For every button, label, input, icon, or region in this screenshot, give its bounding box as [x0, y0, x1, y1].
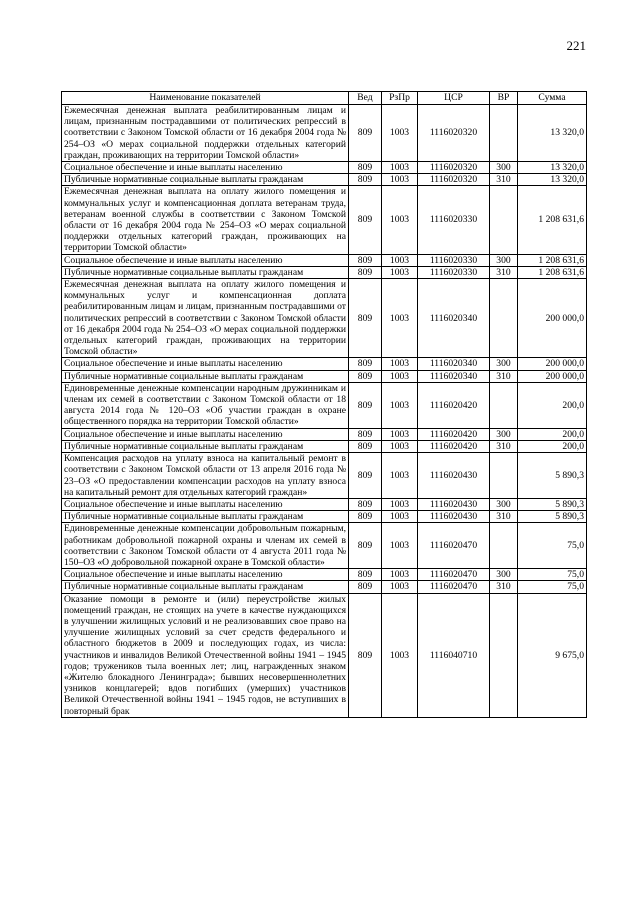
cell-ved: 809: [349, 593, 382, 717]
cell-rzpr: 1003: [382, 569, 418, 581]
cell-csr: 1116020420: [418, 440, 490, 452]
cell-name: Социальное обеспечение и иные выплаты населению: [62, 162, 349, 174]
cell-csr: 1116020470: [418, 523, 490, 569]
cell-name: Единовременные денежные компенсации добровольным пожарным, работникам добровольной пожарной охраны и членам их семей в соответствии с Законом Томской области от 4 августа 2011 года № 150–ОЗ «О добровольной пожарной охране в Томской области»: [62, 523, 349, 569]
cell-sum: 13 320,0: [518, 162, 587, 174]
header-vr: ВР: [490, 92, 518, 105]
cell-vr: 310: [490, 440, 518, 452]
cell-vr: [490, 453, 518, 499]
cell-sum: 5 890,3: [518, 498, 587, 510]
cell-rzpr: 1003: [382, 358, 418, 370]
header-ved: Вед: [349, 92, 382, 105]
budget-table: [61, 91, 587, 718]
cell-sum: 5 890,3: [518, 453, 587, 499]
cell-name: Оказание помощи в ремонте и (или) переустройстве жилых помещений граждан, не стоящих на учете в качестве нуждающихся в улучшении жилищных условий и не реализовавших свое право на улучшение жилищных условий за счет средств федерального и областного бюджетов в 2009 и последующих годах, из числа: участников и инвалидов Великой Отечественной войны 1941 – 1945 годов; тружеников тыла военных лет; лиц, награжденных знаком «Жителю блокадного Ленинграда»; бывших несовершеннолетних узников концлагерей; вдов погибших (умерших) участников Великой Отечественной войны 1941 – 1945 годов, не вступивших в повторный брак: [62, 593, 349, 717]
cell-ved: 809: [349, 105, 382, 162]
table-row: [62, 370, 587, 382]
table-row: [62, 358, 587, 370]
cell-rzpr: 1003: [382, 186, 418, 254]
cell-vr: 300: [490, 254, 518, 266]
cell-csr: 1116020320: [418, 174, 490, 186]
cell-ved: 809: [349, 162, 382, 174]
table-row: [62, 511, 587, 523]
cell-vr: 310: [490, 370, 518, 382]
table-row: [62, 428, 587, 440]
table-row: [62, 105, 587, 162]
cell-csr: 1116020470: [418, 581, 490, 593]
cell-sum: 75,0: [518, 523, 587, 569]
cell-rzpr: 1003: [382, 511, 418, 523]
cell-ved: 809: [349, 498, 382, 510]
cell-name: Социальное обеспечение и иные выплаты населению: [62, 358, 349, 370]
table-row: [62, 440, 587, 452]
cell-rzpr: 1003: [382, 440, 418, 452]
table-row: [62, 523, 587, 569]
cell-sum: 9 675,0: [518, 593, 587, 717]
cell-rzpr: 1003: [382, 254, 418, 266]
cell-vr: [490, 523, 518, 569]
cell-rzpr: 1003: [382, 279, 418, 358]
cell-name: Публичные нормативные социальные выплаты гражданам: [62, 266, 349, 278]
cell-name: Публичные нормативные социальные выплаты гражданам: [62, 174, 349, 186]
cell-vr: [490, 593, 518, 717]
cell-csr: 1116020420: [418, 428, 490, 440]
header-csr: ЦСР: [418, 92, 490, 105]
cell-ved: 809: [349, 370, 382, 382]
table-row: [62, 593, 587, 717]
cell-sum: 200,0: [518, 428, 587, 440]
cell-name: Социальное обеспечение и иные выплаты населению: [62, 254, 349, 266]
cell-rzpr: 1003: [382, 370, 418, 382]
cell-csr: 1116040710: [418, 593, 490, 717]
cell-sum: 200 000,0: [518, 358, 587, 370]
cell-csr: 1116020420: [418, 382, 490, 428]
table-body: [62, 105, 587, 718]
cell-name: Публичные нормативные социальные выплаты гражданам: [62, 440, 349, 452]
cell-vr: 300: [490, 162, 518, 174]
cell-name: Социальное обеспечение и иные выплаты населению: [62, 569, 349, 581]
cell-csr: 1116020430: [418, 453, 490, 499]
cell-rzpr: 1003: [382, 523, 418, 569]
cell-csr: 1116020330: [418, 186, 490, 254]
cell-csr: 1116020340: [418, 370, 490, 382]
cell-sum: 13 320,0: [518, 105, 587, 162]
table-row: [62, 254, 587, 266]
table-row: [62, 569, 587, 581]
cell-vr: [490, 279, 518, 358]
cell-name: Публичные нормативные социальные выплаты гражданам: [62, 581, 349, 593]
cell-ved: 809: [349, 254, 382, 266]
cell-rzpr: 1003: [382, 266, 418, 278]
cell-rzpr: 1003: [382, 428, 418, 440]
cell-sum: 75,0: [518, 581, 587, 593]
cell-sum: 1 208 631,6: [518, 254, 587, 266]
header-name: Наименование показателей: [62, 92, 349, 105]
header-rzpr: РзПр: [382, 92, 418, 105]
cell-rzpr: 1003: [382, 162, 418, 174]
cell-sum: 1 208 631,6: [518, 266, 587, 278]
table-row: [62, 279, 587, 358]
cell-ved: 809: [349, 266, 382, 278]
cell-rzpr: 1003: [382, 105, 418, 162]
cell-ved: 809: [349, 569, 382, 581]
cell-vr: 300: [490, 358, 518, 370]
page-number: 221: [566, 38, 586, 53]
cell-rzpr: 1003: [382, 498, 418, 510]
cell-vr: 310: [490, 266, 518, 278]
cell-rzpr: 1003: [382, 174, 418, 186]
cell-vr: 310: [490, 174, 518, 186]
cell-csr: 1116020330: [418, 254, 490, 266]
cell-vr: [490, 105, 518, 162]
cell-sum: 1 208 631,6: [518, 186, 587, 254]
cell-rzpr: 1003: [382, 382, 418, 428]
cell-name: Социальное обеспечение и иные выплаты населению: [62, 428, 349, 440]
cell-csr: 1116020430: [418, 511, 490, 523]
cell-vr: 300: [490, 498, 518, 510]
cell-vr: 310: [490, 511, 518, 523]
header-sum: Сумма: [518, 92, 587, 105]
cell-ved: 809: [349, 523, 382, 569]
table-row: [62, 162, 587, 174]
cell-name: Единовременные денежные компенсации народным дружинникам и членам их семей в соответствии с Законом Томской области от 18 августа 2014 года № 120–ОЗ «Об участии граждан в охране общественного порядка на территории Томской области»: [62, 382, 349, 428]
cell-sum: 5 890,3: [518, 511, 587, 523]
cell-sum: 200 000,0: [518, 370, 587, 382]
cell-csr: 1116020330: [418, 266, 490, 278]
table-header-row: [62, 92, 587, 105]
cell-rzpr: 1003: [382, 593, 418, 717]
cell-name: Ежемесячная денежная выплата реабилитированным лицам и лицам, признанным пострадавшими от политических репрессий в соответствии с Законом Томской области от 16 декабря 2004 года № 254–ОЗ «О мерах социальной поддержки отдельных категорий граждан, проживающих на территории Томской области»: [62, 105, 349, 162]
table-row: [62, 174, 587, 186]
cell-name: Публичные нормативные социальные выплаты гражданам: [62, 511, 349, 523]
cell-csr: 1116020340: [418, 358, 490, 370]
cell-ved: 809: [349, 511, 382, 523]
cell-ved: 809: [349, 453, 382, 499]
cell-name: Компенсация расходов на уплату взноса на капитальный ремонт в соответствии с Законом Томской области от 13 апреля 2016 года № 23–ОЗ «О предоставлении компенсации расходов на уплату взноса на капитальный ремонт для отдельных категорий граждан»: [62, 453, 349, 499]
cell-name: Публичные нормативные социальные выплаты гражданам: [62, 370, 349, 382]
cell-vr: [490, 186, 518, 254]
cell-ved: 809: [349, 428, 382, 440]
cell-ved: 809: [349, 279, 382, 358]
cell-name: Ежемесячная денежная выплата на оплату жилого помещения и коммунальных услуг и компенсационная доплата реабилитированным лицам и лицам, признанным пострадавшими от политических репрессий в соответствии с Законом Томской области от 16 декабря 2004 года № 254–ОЗ «О мерах социальной поддержки отдельных категорий граждан, проживающих на территории Томской области»: [62, 279, 349, 358]
cell-ved: 809: [349, 440, 382, 452]
table-row: [62, 498, 587, 510]
table-row: [62, 186, 587, 254]
cell-vr: 300: [490, 569, 518, 581]
cell-ved: 809: [349, 382, 382, 428]
cell-sum: 200,0: [518, 440, 587, 452]
cell-vr: 300: [490, 428, 518, 440]
cell-csr: 1116020470: [418, 569, 490, 581]
cell-sum: 13 320,0: [518, 174, 587, 186]
table-row: [62, 581, 587, 593]
cell-csr: 1116020430: [418, 498, 490, 510]
cell-csr: 1116020320: [418, 162, 490, 174]
cell-vr: 310: [490, 581, 518, 593]
cell-ved: 809: [349, 581, 382, 593]
cell-ved: 809: [349, 358, 382, 370]
cell-name: Социальное обеспечение и иные выплаты населению: [62, 498, 349, 510]
cell-sum: 75,0: [518, 569, 587, 581]
cell-name: Ежемесячная денежная выплата на оплату жилого помещения и коммунальных услуг и компенсационная доплата ветеранам труда, ветеранам военной службы в соответствии с Законом Томской области от 16 декабря 2004 года № 254–ОЗ «О мерах социальной поддержки отдельных категорий граждан, проживающих на территории Томской области»: [62, 186, 349, 254]
cell-vr: [490, 382, 518, 428]
cell-csr: 1116020340: [418, 279, 490, 358]
table-row: [62, 382, 587, 428]
table-row: [62, 266, 587, 278]
cell-ved: 809: [349, 186, 382, 254]
cell-sum: 200,0: [518, 382, 587, 428]
cell-sum: 200 000,0: [518, 279, 587, 358]
cell-csr: 1116020320: [418, 105, 490, 162]
table-row: [62, 453, 587, 499]
cell-rzpr: 1003: [382, 453, 418, 499]
cell-rzpr: 1003: [382, 581, 418, 593]
cell-ved: 809: [349, 174, 382, 186]
